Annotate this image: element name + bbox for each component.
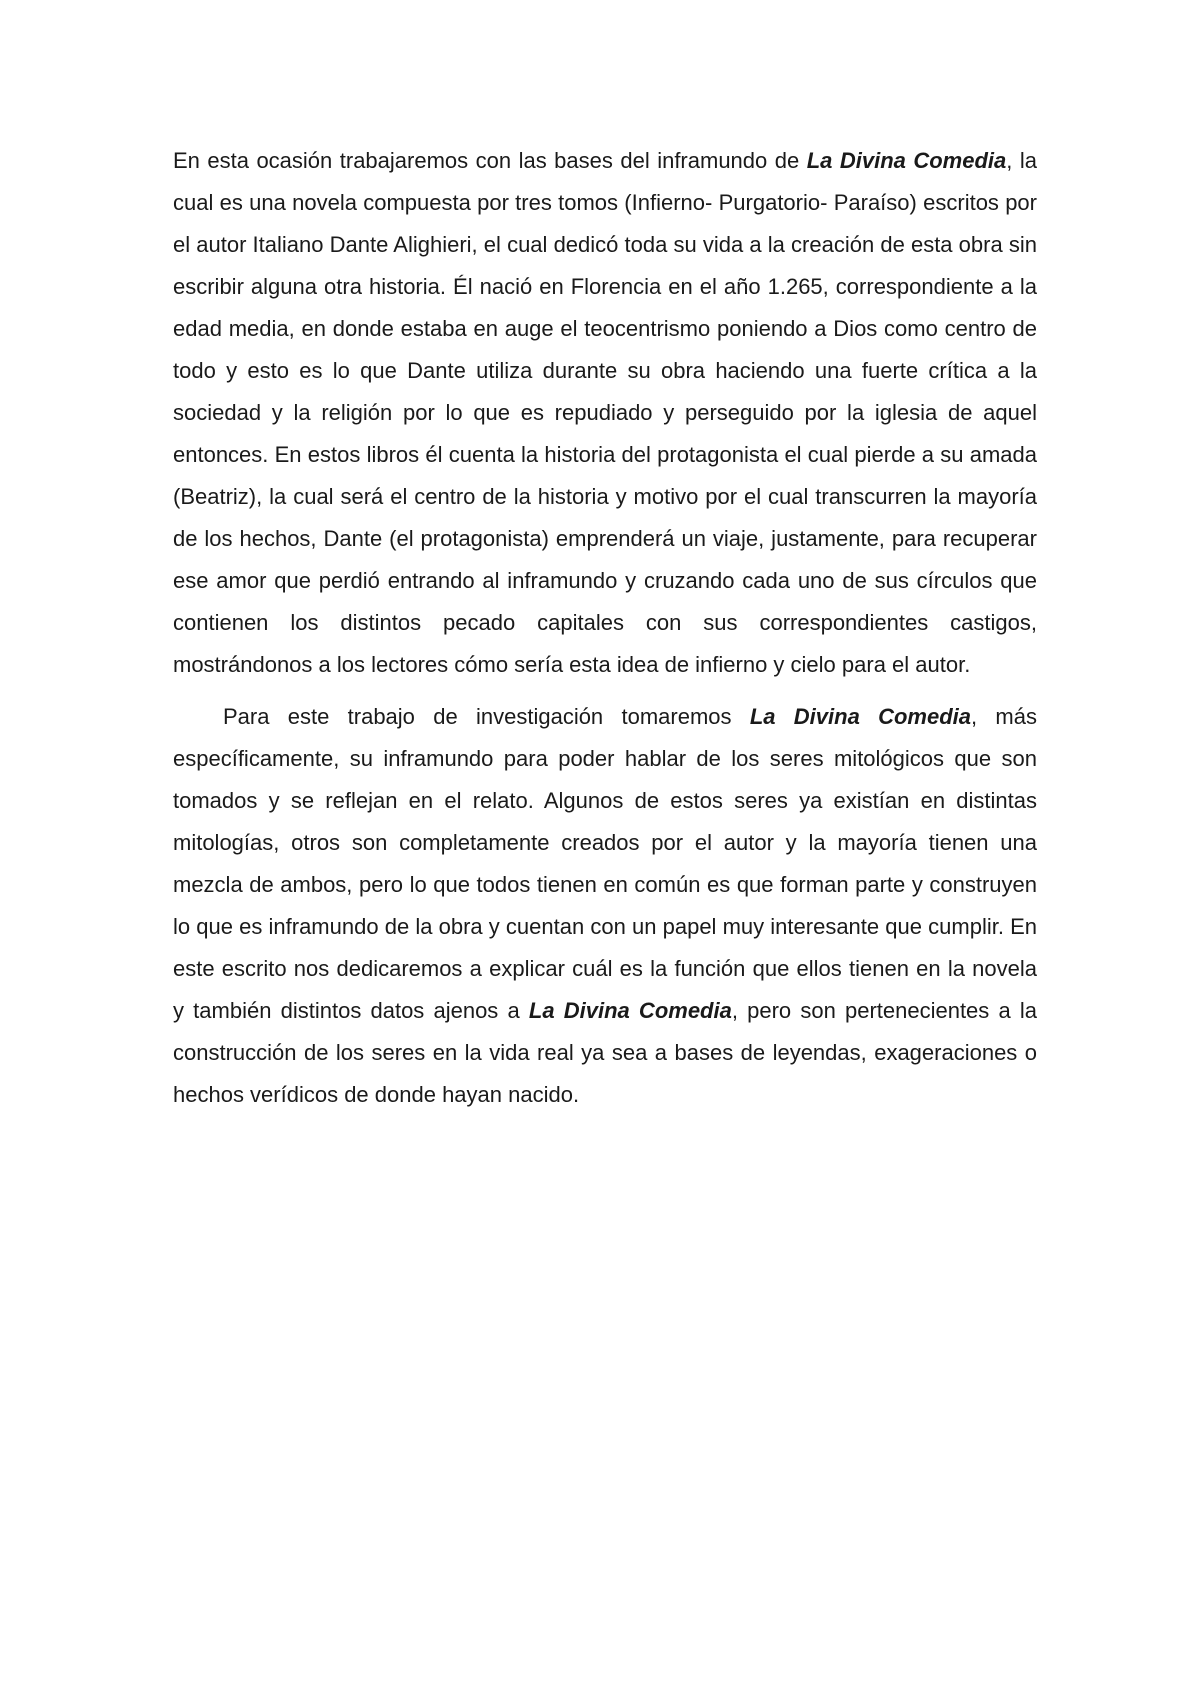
paragraph-2 xyxy=(173,696,1037,1116)
work-title-reference: La Divina Comedia xyxy=(528,998,732,1023)
paragraph-1 xyxy=(173,140,1037,686)
work-title-reference: La Divina Comedia xyxy=(749,704,972,729)
work-title-reference: La Divina Comedia xyxy=(806,148,1007,173)
paragraph-2-text: , más específicamente, su inframundo para poder hablar de los seres mitológicos que son tomados y se reflejan en el relato. Algunos de estos seres ya existían en distintas mitologías, otros son completamente creados por el autor y la mayoría tienen una mezcla de ambos, pero lo que todos tienen en común es que forman parte y construyen lo que es inframundo de la obra y cuentan con un papel muy interesante que cumplir. En este escrito nos dedicaremos a explicar cuál es la función que ellos tienen en la novela y también distintos datos ajenos a xyxy=(173,704,1037,1023)
paragraph-1-text: , la cual es una novela compuesta por tres tomos (Infierno- Purgatorio- Paraíso) escritos por el autor Italiano Dante Alighieri, el cual dedicó toda su vida a la creación de esta obra sin escribir alguna otra historia. Él nació en Florencia en el año 1.265, correspondiente a la edad media, en donde estaba en auge el teocentrismo poniendo a Dios como centro de todo y esto es lo que Dante utiliza durante su obra haciendo una fuerte crítica a la sociedad y la religión por lo que es repudiado y perseguido por la iglesia de aquel entonces. En estos libros él cuenta la historia del protagonista el cual pierde a su amada (Beatriz), la cual será el centro de la historia y motivo por el cual transcurren la mayoría de los hechos, Dante (el protagonista) emprenderá un viaje, justamente, para recuperar ese amor que perdió entrando al inframundo y cruzando cada uno de sus círculos que contienen los distintos pecado capitales con sus correspondientes castigos, mostrándonos a los lectores cómo sería esta idea de infierno y cielo para el autor. xyxy=(173,148,1037,677)
paragraph-2-text: , pero son pertenecientes a la construcción de los seres en la vida real ya sea a bases de leyendas, exageraciones o hechos verídicos de donde hayan nacido. xyxy=(173,998,1037,1107)
document-body xyxy=(173,140,1037,1116)
paragraph-1-text: En esta ocasión trabajaremos con las bases del inframundo de xyxy=(173,148,807,173)
paragraph-2-text: Para este trabajo de investigación tomaremos xyxy=(223,704,750,729)
